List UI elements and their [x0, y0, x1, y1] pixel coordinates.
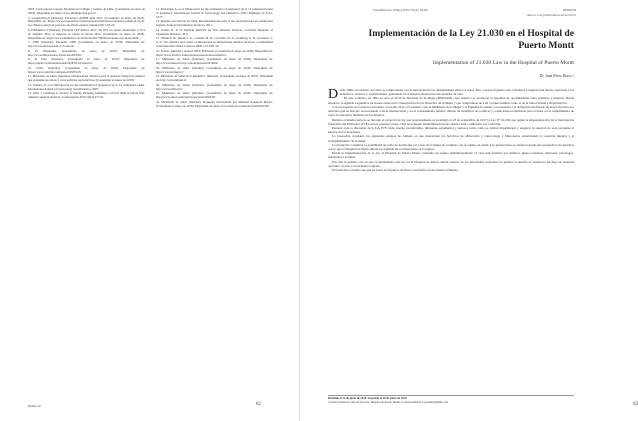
reference-item: 12. Fernandez, A. et al. Misoprostol for the termination of pregnancy up to 12 completed weeks of pregnancy. International Journal of Gynecology and Obstetrics, 2007; 99(Suppl 2): S172-S177. [156, 7, 273, 19]
article-author: Dr. Juan Pérez Bravo ¹ [539, 74, 574, 78]
reference-item: 22. Ministerio de salud. [Internet]. Propuesta desarrollada por Manuela Sandoval Mastro. [Consultado en mayo de 2018]. Disponible en: http://www.latercera.com/noticia/2016/07/06/ [156, 99, 273, 108]
reference-item: 18. Ministerio de salud. [Internet]. [Consultado en mayo de 2018]. Disponible en: https://www.minsal.cl/ [156, 65, 273, 74]
body-paragraph: Esta fue la primera vez en que se implementó esta ley en el Hospital de Puerto Montt. Dentro de los principales propósitos se planteó el desafío de establecer un flujo de atención oportuno, acorde a la normativa vigente. [328, 159, 574, 168]
running-head-type: OPINIÓN [562, 8, 576, 12]
body-paragraph: Durante el mismo período se discutió el proyecto de ley que posteriormente se promulgó el 23 de septiembre de 2017 la Ley N° 21.030 que regula la despenalización de la Interrupción Voluntaria del Embarazo (IVE) en tres causales: riesgo vital de la mujer, inviabilidad fetal de carácter letal y embarazo por violación. [328, 117, 574, 126]
article-title-english: Implementation of 21.030 Law in the Hospital of Puerto Montt [432, 60, 574, 66]
affiliation-note: 1 Ginecó-Obstetra. Jefe de Servicio. Hospital de Puerto Montt. Correspondencia a: jperezb@gmail.com [328, 399, 448, 404]
reference-item: 20. Ministerio de Salud. [Internet]. [Consultado en mayo de 2018]. Disponible en: http://www.minsal.cl/ [156, 82, 273, 91]
body-paragraph: Durante toda la discusión de la Ley IVE, hubo mucho escepticismo, diferentes argumentos y temores sobre cómo se debían implementar y asegurar la atención de esas pacientes al interior de los hospitales. [328, 125, 574, 135]
reference-item: 5. Cooperativa.cl. [Internet]. Encuesta CADEM julio 2017. [Consultado en enero de 2018]. Disponible en: https://www.cooperativa.cl/noticias/pais/salud/aborto/encuesta-cadem-el-75-de-los-chilenos-apoya-el-proyecto-de-aborto-en-tres-causales/2017-07-24/ [28, 15, 145, 28]
reference-item: 17. Ministerio de Salud. [Internet]. [Consultado en mayo de 2018]. Disponible en: http://www.minsal.cl/wp-content/uploads/2018/02/ [156, 57, 273, 66]
running-head-journal: Cuad Méd Soc (Chile) 2018, 58 (2): 63-69 [373, 8, 428, 12]
body-paragraph-text: esde 1989, el Gobierno de Chile se comprometió con la superación de las desigualdades entre los sexos. Esto, porque el género trae a hombres y mujeres una menor capacidad a los beneficios, recursos y oportunidades, generando a los mujeres situaciones inaceptables de vida. [339, 88, 574, 97]
reference-item: 16. Fonasa. [Internet]. Arancel MLE FONASA. [Consultado en mayo de 2018]. Disponible en: https://www.fonasa.cl/sites/fonasa/prestadores/normativa/ [156, 48, 273, 57]
running-head-short-title: Aborto: una problemática de derechos [526, 12, 576, 17]
reference-item: 7. UDP. [Internet]. Encuesta UDP. [Consultado en enero de 2018]. Disponible en: http://www.encuesta.udp.cl/?s=aborto [28, 40, 145, 49]
body-paragraph: La prestación considera los siguientes equipos de cuidado en que interactúan los Servicios de Obstetricia y Ginecología y Matronería, garantizando la atención integral y el acompañamiento de la mujer. [328, 134, 574, 143]
article-title: Implementación de la Ley 21.030 en el Hospital de Puerto Montt [368, 28, 574, 51]
reference-item: 13. Alley J, Goldberg A. Society of Family Planning Guideline: Cervical dilation before first-trimester surgical abortion. Contraception 2016; 93(4):277-91. [28, 91, 145, 100]
reference-item: 15. Winikoff, B., Dzuba, I. G., Creinin, M. D., Crowden, W. A., Goldberg, A. B., Gonzales, J., et al. Two distinct oral routes of misoprostol in mifepristone medical abortion: a randomized controlled trial. Obstet Gynecol 2008; 112:1303-10. [156, 36, 273, 49]
page-number-right: 63 [633, 402, 638, 407]
reference-item: 11. Ministerio de salud. [Internet]. Orientaciones Técnicas para la atención integral de mujeres que presentan un aborto y otras pérdidas reproductivas. [Consultado en enero de 2018]. [28, 74, 145, 83]
page-number-left: 62 [256, 402, 261, 407]
body-paragraph: Con el propósito de fortalecer esta meta, en el año 2015, el Gobierno creó el Ministerio de la Mujer y la Equidad de Género, en respuesta a la obligación del Estado de hacer efectivos los derechos que se han ido reconociendo a nivel internacional y en el ordenamiento jurídico interno de modificar las políticas y condiciones económicas para avanzar en el cumplimiento de todos los derechos humanos de las mujeres. [328, 104, 574, 118]
received-note: Recibido el 13 de junio de 2018. Aceptado el 20 de junio de 2018 [328, 396, 407, 400]
reference-item: 6. Publimetro.cl [Internet]. Encuesta CEP febrero 2017 con 49% en ciertas situaciones y 22% en ninguna. Hoy, la mayoría se opone al aborto libre. [Consultado en enero de 2018]. Disponible en: https://www.publimetro.cl/cl/noticias/2017/06/02/encuesta-cep-aborto.html [28, 27, 145, 40]
references-column-2 [156, 8, 273, 109]
reference-item: 8. El Mostrador. [Consultado en enero de 2018]. Disponible en: http://www.elmostrador.cl/noticias/2018/05/ [28, 48, 145, 57]
article-footnotes [328, 395, 574, 404]
reference-item: 21. Ministerio de salud. [Internet]. [Consultado en mayo de 2018]. Disponible en: http://www.emol.com/noticias/nacional/2018/05/ [156, 91, 273, 100]
drop-cap: D [328, 87, 339, 102]
left-page-footer: Rubrica P. [28, 404, 42, 408]
reference-item: 12. Tamara, D. et al. Misoprostol for the termination of pregnancy up to 12 completed weeks. International Journal of Gynecology and Obstetrics, 2007. [28, 82, 145, 91]
reference-item: 10. CNN. [Internet]. [Consultado en mayo de 2018]. Disponible en: https://www.cnnchile.com/pais/2018/05/23/ [28, 65, 145, 74]
reference-item: 19. Ministerio de Salud de la República. [Internet]. [Consultado en mayo de 2018]. Disponible en: http://www.minsal.cl/ [156, 74, 273, 83]
reference-item: 13. Instituto para Aborto en Chile. Recomendaciones para el uso de misoprostol en condiciones seguras. Serie de Documentos Técnicos, 2011. [156, 19, 273, 28]
left-page [0, 0, 300, 421]
reference-item: 2018. Convocatoria Consejo Nacional de la Mujer y Género de Chile. [Consultado en enero de 2018]. Disponible en: https://www.minmujeryeg.gob.cl/ [28, 7, 145, 15]
body-paragraph: La prestación considera la posibilidad de toma de decisiones por parte de la mujer en conjunto con el equipo de salud. Las prestaciones se sentaron desde una perspectiva de derechos con lo que el Hospital de Puerto Montt ha asumido un rol importante en la región. [328, 142, 574, 151]
reference-item: 9. El País. [Internet]. [Consultado en enero de 2018]. Disponible en: https://elpais.com/internacional/2018/01/16/america/ [28, 57, 145, 66]
references-column-1 [28, 8, 145, 101]
reference-item: 14. Kalter, R. et al. Medical methods for first trimester abortion. Cochrane Database of Systematic Reviews, 2011. [156, 27, 273, 36]
article-body [328, 88, 574, 173]
body-paragraph: En particular, el único fue que en todos los Equipos de Turno, este hecho se encontraba reflejado. [332, 168, 459, 173]
body-paragraph: Desde la implementación de la ley, el Hospital de Puerto Montt conformó un equipo multidisciplinario el cual está formado por médicos gineco-obstetras, matronas, psicólogos, trabajadores sociales. [328, 151, 574, 160]
body-paragraph: En este contexto, en 1991 se creó el Servicio Nacional de la Mujer (SERNAM) cuya objetivo es promover la igualdad de oportunidades entre hombres y mujeres. Desde entonces, la Agenda Legislativa de Género tiene en la consagración de los Derechos de la Mujer y que compromete de a ell a orden familiar; tanto al de la Salud Sexual y Reproductiva. [328, 96, 574, 105]
